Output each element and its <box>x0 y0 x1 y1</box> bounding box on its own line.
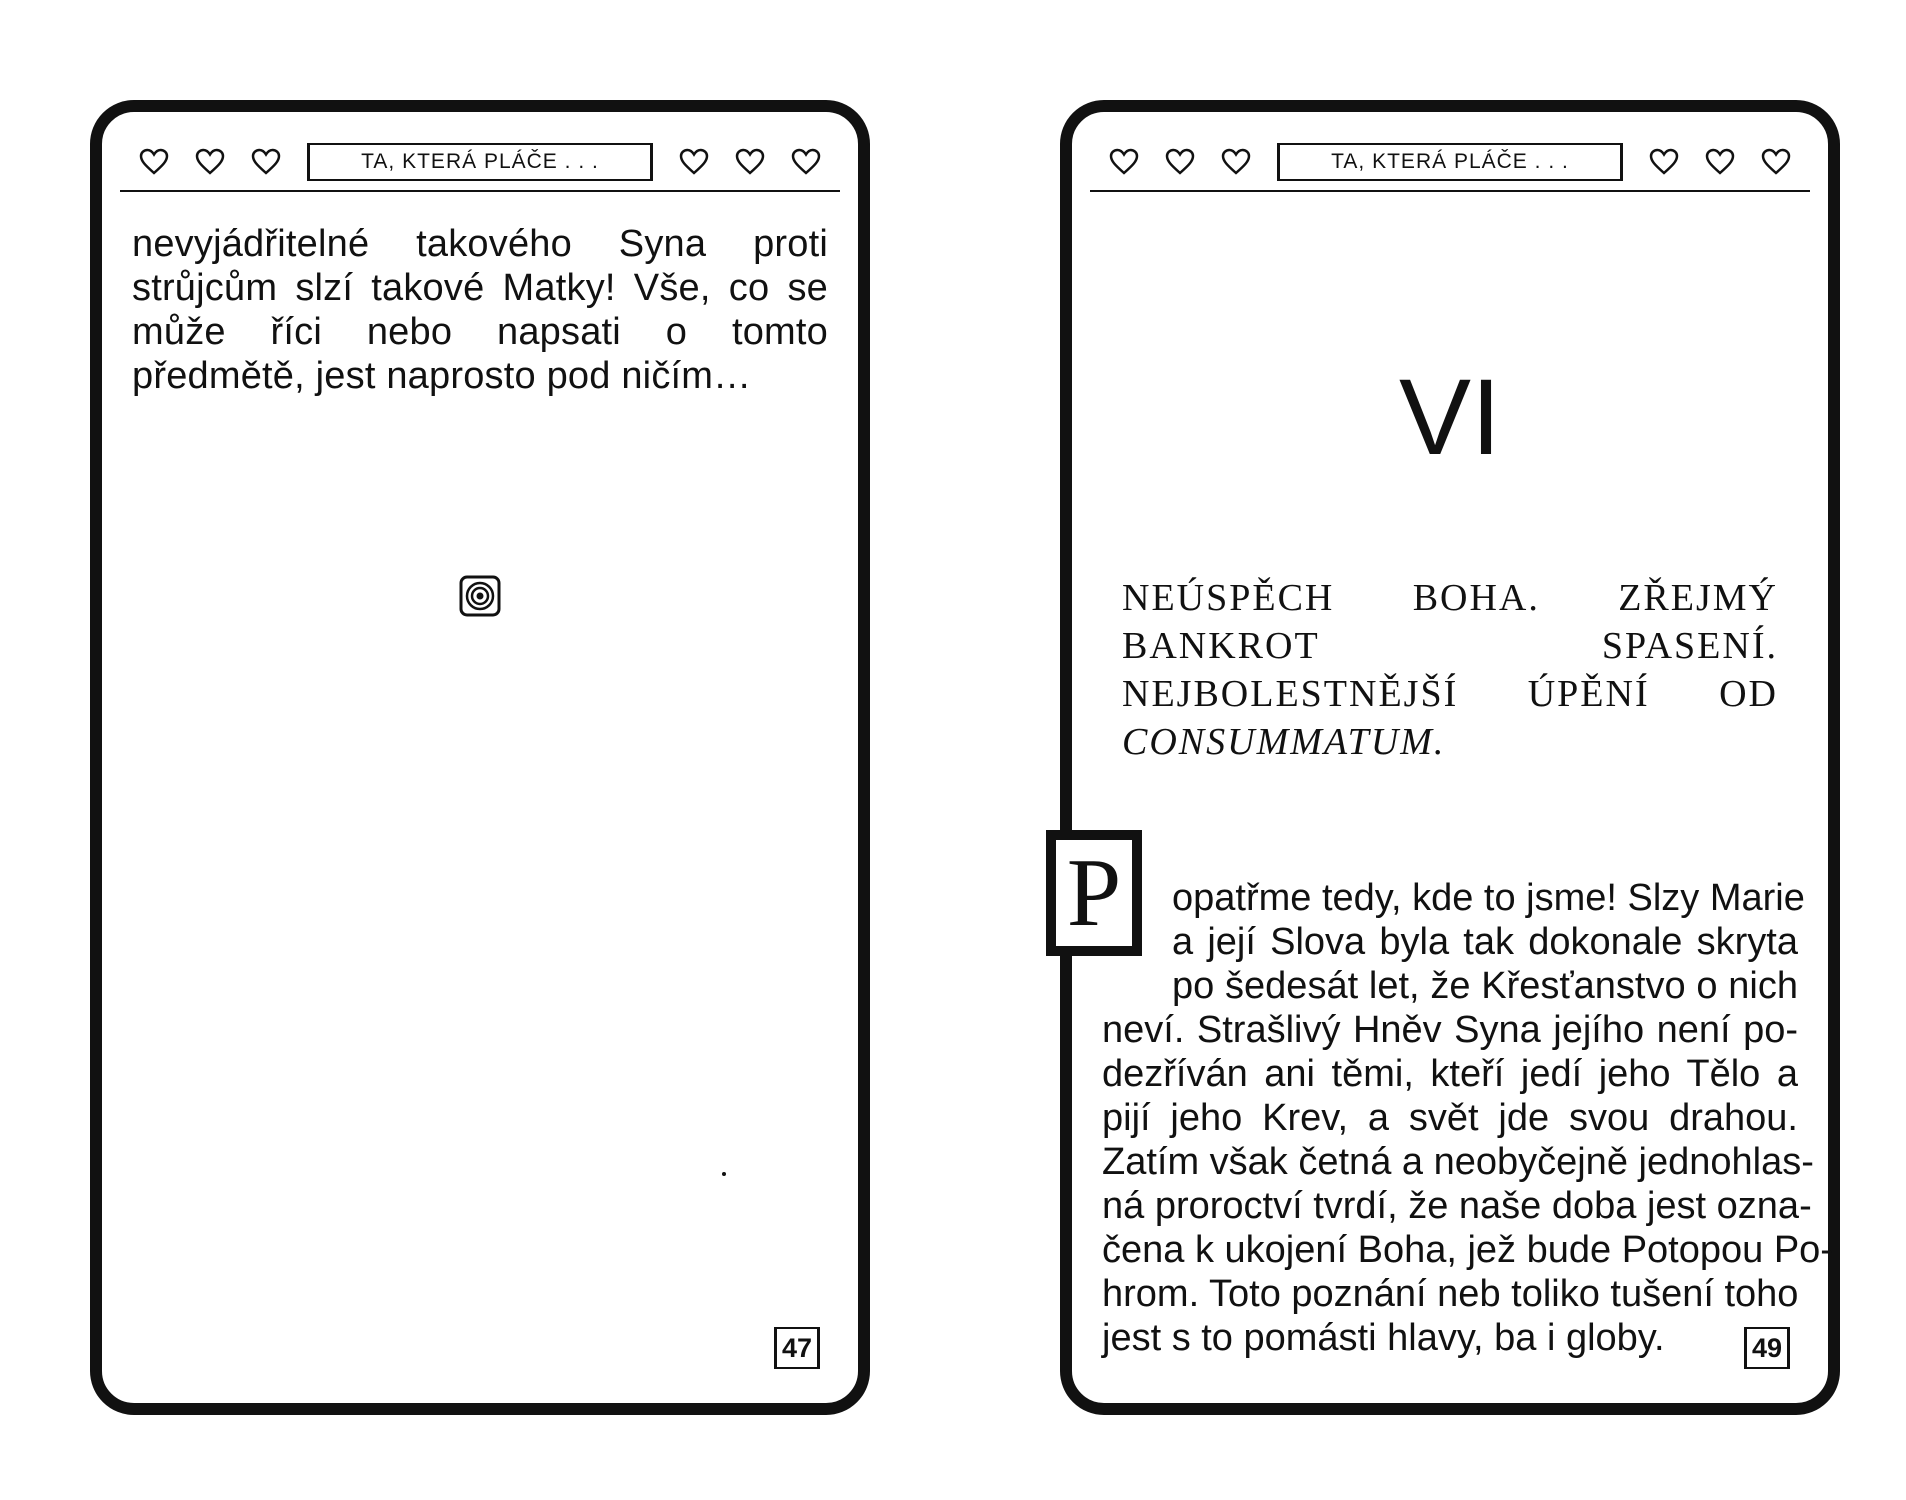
heart-icon <box>679 148 709 176</box>
heart-ornaments-right <box>1649 148 1791 176</box>
drop-cap: P <box>1046 830 1142 956</box>
text-line: hrom. Toto poznání neb toliko tušení toho <box>1102 1273 1799 1315</box>
text-line: po šedesát let, že Křesťanstvo o nich <box>1172 965 1798 1007</box>
heart-icon <box>791 148 821 176</box>
text-line: a její Slova byla tak dokonale skryta <box>1172 921 1798 963</box>
heart-icon <box>195 148 225 176</box>
running-header <box>1090 134 1810 192</box>
heart-icon <box>1649 148 1679 176</box>
page-number: 47 <box>774 1327 820 1369</box>
heart-icon <box>1109 148 1139 176</box>
right-body-text <box>1102 876 1833 1360</box>
text-line: Zatím však četná a neobyčejně jednohlas- <box>1102 1141 1814 1183</box>
heart-icon <box>139 148 169 176</box>
running-title: TA, KTERÁ PLÁČE . . . <box>307 143 653 181</box>
text-line: ná proroctví tvrdí, že naše doba jest ozna- <box>1102 1185 1812 1227</box>
right-page <box>1060 100 1840 1415</box>
chapter-title <box>1122 574 1778 766</box>
chapter-title-main: NEÚSPĚCH BOHA. ZŘEJMÝ BANKROT SPASENÍ. NEJBOLESTNĚJŠÍ ÚPĚNÍ OD <box>1122 577 1778 715</box>
running-header <box>120 134 840 192</box>
left-body-text: nevyjádřitelné takového Syna proti strůjcům slzí takové Matky! Vše, co se může říci nebo napsati o tomto předmětě, jest naprosto pod ničím… <box>132 223 828 397</box>
heart-icon <box>735 148 765 176</box>
text-line: neví. Strašlivý Hněv Syna jejího není po- <box>1102 1009 1798 1051</box>
text-line: čena k ukojení Boha, jež bude Potopou Po- <box>1102 1229 1833 1271</box>
heart-ornaments-left <box>139 148 281 176</box>
heart-icon <box>1165 148 1195 176</box>
heart-icon <box>1761 148 1791 176</box>
text-line: dezříván ani těmi, kteří jedí jeho Tělo a <box>1102 1053 1798 1095</box>
text-line: jest s to pomásti hlavy, ba i globy. <box>1102 1317 1665 1359</box>
ink-speck <box>722 1172 726 1176</box>
heart-icon <box>1705 148 1735 176</box>
heart-icon <box>1221 148 1251 176</box>
spiral-ornament-icon <box>458 574 502 618</box>
heart-ornaments-left <box>1109 148 1251 176</box>
chapter-title-italic: CONSUMMATUM. <box>1122 721 1446 763</box>
text-line: pijí jeho Krev, a svět jde svou drahou. <box>1102 1097 1798 1139</box>
text-line: opatřme tedy, kde to jsme! Slzy Marie <box>1172 877 1805 919</box>
chapter-number: VI <box>1398 356 1502 477</box>
running-title: TA, KTERÁ PLÁČE . . . <box>1277 143 1623 181</box>
left-page <box>90 100 870 1415</box>
page-number: 49 <box>1744 1327 1790 1369</box>
heart-ornaments-right <box>679 148 821 176</box>
heart-icon <box>251 148 281 176</box>
